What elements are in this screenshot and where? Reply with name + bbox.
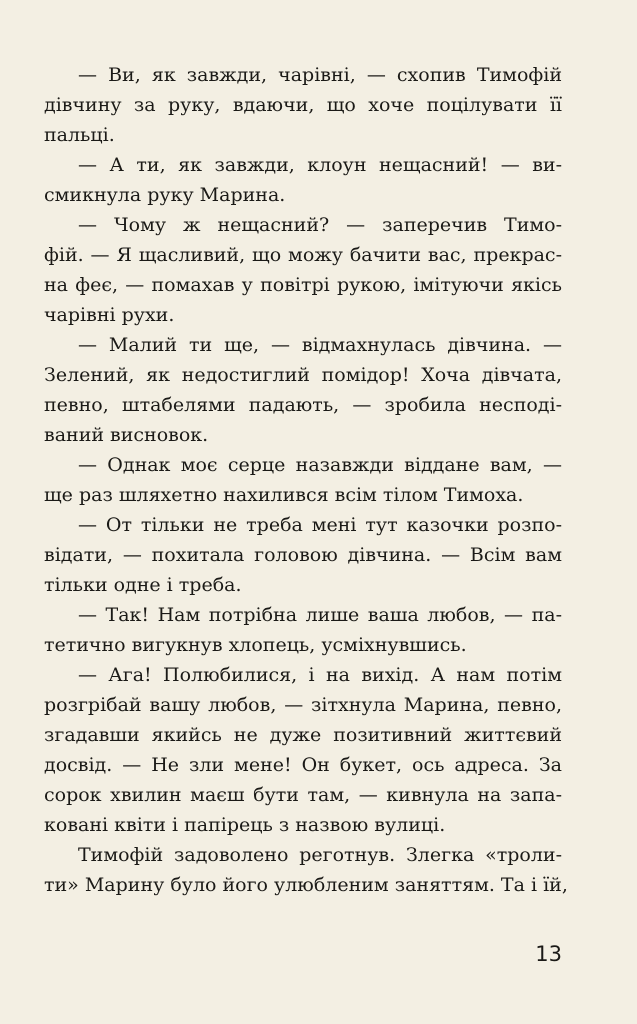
text-line: чарівні рухи.: [44, 304, 175, 326]
text-line: певно, штабелями падають, — зробила несподі-: [44, 394, 562, 416]
text-line: — Однак моє серце назавжди віддане вам, —: [78, 454, 562, 476]
text-line: — От тільки не треба мені тут казочки розпо-: [78, 514, 562, 536]
text-line: — А ти, як завжди, клоун нещасний! — ви-: [78, 154, 562, 176]
text-line: Зелений, як недостиглий помідор! Хоча дівчата,: [44, 364, 562, 386]
text-line: — Чому ж нещасний? — заперечив Тимо-: [78, 214, 562, 236]
text-line: пальці.: [44, 124, 115, 146]
text-line: ваний висновок.: [44, 424, 209, 446]
text-line: тільки одне і треба.: [44, 574, 242, 596]
text-line: тетично вигукнув хлопець, усміхнувшись.: [44, 634, 467, 656]
text-line: згадавши якийсь не дуже позитивний життєвий: [44, 724, 562, 746]
text-line: на феє, — помахав у повітрі рукою, імітуючи якісь: [44, 274, 562, 296]
text-line: смикнула руку Марина.: [44, 184, 286, 206]
text-line: фій. — Я щасливий, що можу бачити вас, прекрас-: [44, 244, 562, 266]
text-line: ковані квіти і папірець з назвою вулиці.: [44, 814, 446, 836]
text-line: сорок хвилин маєш бути там, — кивнула на запа-: [44, 784, 562, 806]
text-line: відати, — похитала головою дівчина. — Всім вам: [44, 544, 562, 566]
text-line: досвід. — Не зли мене! Он букет, ось адреса. За: [44, 754, 562, 776]
text-line: — Так! Нам потрібна лише ваша любов, — па-: [78, 604, 562, 626]
text-line: розгрібай вашу любов, — зітхнула Марина, певно,: [44, 694, 562, 716]
text-line: ще раз шляхетно нахилився всім тілом Тимоха.: [44, 484, 524, 506]
text-line: — Ага! Полюбилися, і на вихід. А нам потім: [78, 664, 562, 686]
text-line: ти» Марину було його улюбленим заняттям. Та і їй,: [44, 874, 568, 896]
text-line: — Ви, як завжди, чарівні, — схопив Тимофій: [78, 64, 562, 86]
text-line: дівчину за руку, вдаючи, що хоче поцілувати її: [44, 94, 562, 116]
text-line: — Малий ти ще, — відмахнулась дівчина. —: [78, 334, 562, 356]
page-number: 13: [535, 942, 562, 966]
text-line: Тимофій задоволено реготнув. Злегка «троли-: [78, 844, 562, 866]
